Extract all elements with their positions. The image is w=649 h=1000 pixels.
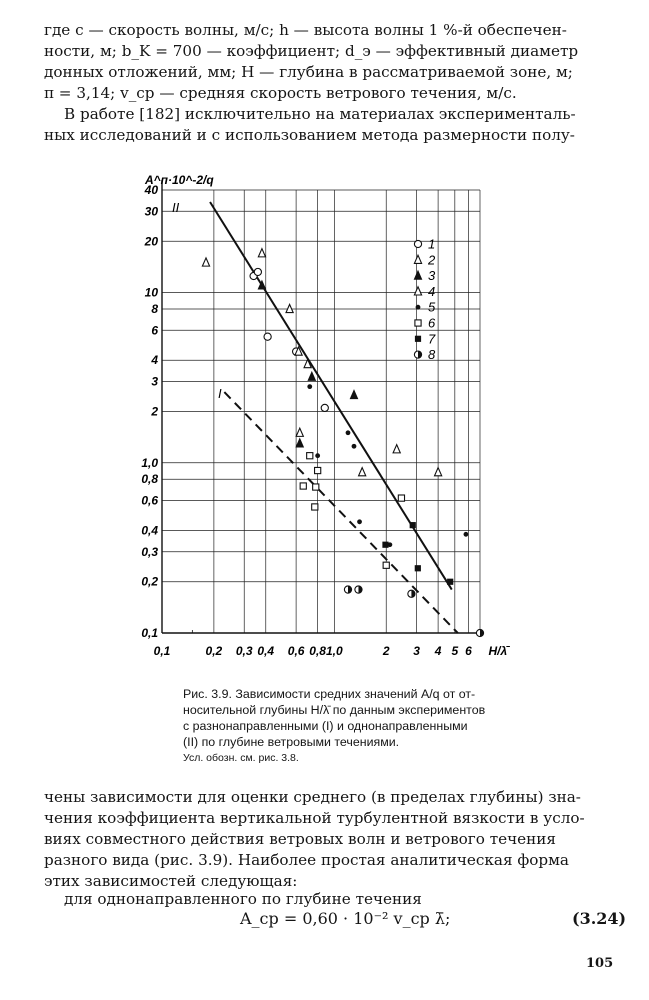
- legend-marker-3: [414, 271, 421, 279]
- third-paragraph: [44, 787, 614, 892]
- x-tick-label: 2: [382, 644, 390, 658]
- y-tick-label: 8: [151, 301, 158, 316]
- x-tick-label: 0,8: [309, 644, 326, 658]
- data-point-series-5: [346, 430, 351, 435]
- data-point-series-6: [315, 467, 321, 473]
- data-point-series-2: [286, 304, 293, 312]
- caption-line: с разнонаправленными (I) и однонаправленными: [183, 719, 468, 733]
- text-line: разного вида (рис. 3.9). Наиболее простая аналитическая форма: [44, 851, 569, 869]
- data-point-series-8: [476, 629, 483, 636]
- fourth-paragraph: [44, 889, 614, 910]
- data-point-series-4: [359, 468, 366, 476]
- x-axis-label: H/λ̄: [488, 644, 508, 658]
- text-line: донных отложений, мм; H — глубина в рассматриваемой зоне, м;: [44, 63, 573, 81]
- y-tick-label: 4: [151, 353, 158, 368]
- caption-note: Усл. обозн. см. рис. 3.8.: [183, 752, 299, 764]
- data-point-series-6: [307, 453, 313, 459]
- y-tick-label: 40: [144, 183, 158, 197]
- y-tick-label: 0,8: [141, 472, 158, 487]
- x-tick-label: 6: [465, 644, 472, 658]
- formula-number: (3.24): [572, 909, 627, 928]
- text-line: чены зависимости для оценки среднего (в пределах глубины) зна-: [44, 788, 581, 806]
- figure-caption: [183, 686, 503, 750]
- legend-marker-4: [414, 287, 421, 295]
- y-tick-label: 6: [151, 323, 158, 338]
- data-point-series-5: [464, 532, 469, 537]
- text-line: для однонаправленного по глубине течения: [64, 890, 422, 908]
- x-tick-label: 1,0: [326, 644, 343, 658]
- data-point-series-8: [344, 586, 351, 593]
- data-point-series-6: [313, 484, 319, 490]
- data-point-series-6: [398, 495, 404, 501]
- text-line: чения коэффициента вертикальной турбулентной вязкости в усло-: [44, 809, 585, 827]
- x-tick-label: 0,3: [235, 644, 253, 658]
- data-point-series-2: [202, 258, 209, 266]
- legend-label: 3: [428, 268, 436, 284]
- data-point-series-1: [264, 333, 271, 340]
- data-point-series-8: [355, 586, 362, 593]
- caption-line: Рис. 3.9. Зависимости средних значений A/q от от-: [183, 687, 476, 701]
- data-point-series-5: [357, 519, 362, 524]
- data-point-series-4: [296, 428, 303, 436]
- legend-label: 1: [428, 236, 436, 252]
- y-tick-label: 10: [144, 285, 158, 300]
- chart-legend: [414, 237, 436, 363]
- data-point-series-7: [415, 565, 421, 571]
- x-tick-label: 0,1: [153, 644, 171, 658]
- caption-line: носительной глубины H/λ̄ по данным экспериментов: [183, 703, 486, 717]
- data-point-series-8: [408, 590, 415, 597]
- data-point-series-2: [435, 468, 442, 476]
- y-axis-label: A^п·10^-2/q: [145, 173, 214, 187]
- data-point-series-1: [321, 404, 328, 411]
- legend-marker-8: [414, 351, 421, 358]
- figure-3-9-chart: [0, 168, 649, 673]
- legend-label: 7: [428, 331, 436, 347]
- data-point-series-6: [300, 483, 306, 489]
- data-point-series-5: [307, 384, 312, 389]
- text-line: В работе [182] исключительно на материалах эксперименталь-: [64, 105, 576, 123]
- x-tick-label: 0,4: [257, 644, 275, 658]
- legend-marker-1: [414, 240, 421, 247]
- y-tick-label: 0,1: [141, 626, 158, 640]
- top-paragraph: [44, 20, 614, 104]
- data-point-series-1: [254, 268, 261, 275]
- legend-marker-7: [415, 336, 421, 342]
- y-tick-label: 1,0: [141, 455, 158, 470]
- y-tick-label: 0,6: [141, 493, 158, 508]
- data-point-series-6: [383, 562, 389, 568]
- legend-marker-5: [416, 305, 421, 310]
- trend-line-i: [224, 392, 457, 633]
- legend-marker-2: [414, 255, 421, 263]
- text-line: этих зависимостей следующая:: [44, 872, 298, 890]
- data-point-series-5: [315, 453, 320, 458]
- y-tick-label: 0,4: [141, 523, 158, 538]
- x-tick-label: 0,6: [287, 644, 305, 658]
- data-point-series-3: [350, 390, 357, 398]
- legend-label: 4: [428, 283, 436, 299]
- text-line: ности, м; b_K = 700 — коэффициент; d_э — эффективный диаметр: [44, 42, 579, 60]
- data-point-series-7: [382, 542, 388, 548]
- y-tick-label: 3: [151, 374, 158, 389]
- legend-label: 6: [428, 315, 436, 331]
- y-tick-label: 2: [151, 404, 158, 419]
- data-point-series-5: [352, 444, 357, 449]
- y-tick-label: 20: [144, 234, 158, 249]
- x-tick-label: 4: [434, 644, 442, 658]
- page-number: 105: [586, 956, 614, 971]
- text-line: где c — скорость волны, м/с; h — высота волны 1 %-й обеспечен-: [44, 21, 567, 39]
- x-tick-label: 5: [451, 644, 459, 658]
- x-tick-label: 0,2: [205, 644, 223, 658]
- x-tick-label: 3: [413, 644, 420, 658]
- text-line: π = 3,14; v_ср — средняя скорость ветрового течения, м/с.: [44, 84, 517, 102]
- formula-3-24: A_ср = 0,60 · 10⁻² v_ср λ̄;: [240, 909, 451, 928]
- text-line: виях совместного действия ветровых волн и ветрового течения: [44, 830, 556, 848]
- text-line: ных исследований и с использованием метода размерности полу-: [44, 126, 575, 144]
- data-point-series-7: [447, 579, 453, 585]
- data-point-series-3: [308, 372, 315, 380]
- data-point-series-7: [410, 522, 416, 528]
- data-point-series-3: [296, 439, 303, 447]
- y-tick-label: 30: [144, 204, 158, 219]
- legend-label: 5: [428, 299, 436, 315]
- curve-label-i: I: [218, 386, 222, 401]
- legend-label: 2: [428, 252, 436, 268]
- data-point-series-6: [312, 504, 318, 510]
- data-point-series-2: [393, 445, 400, 453]
- caption-line: (II) по глубине ветровыми течениями.: [183, 735, 400, 749]
- y-tick-label: 0,3: [141, 544, 158, 559]
- legend-label: 8: [428, 347, 436, 363]
- data-point-series-2: [258, 249, 265, 257]
- y-tick-label: 0,2: [141, 574, 158, 589]
- curve-label-ii: II: [172, 200, 180, 215]
- legend-marker-6: [415, 320, 421, 326]
- second-paragraph: [44, 104, 614, 146]
